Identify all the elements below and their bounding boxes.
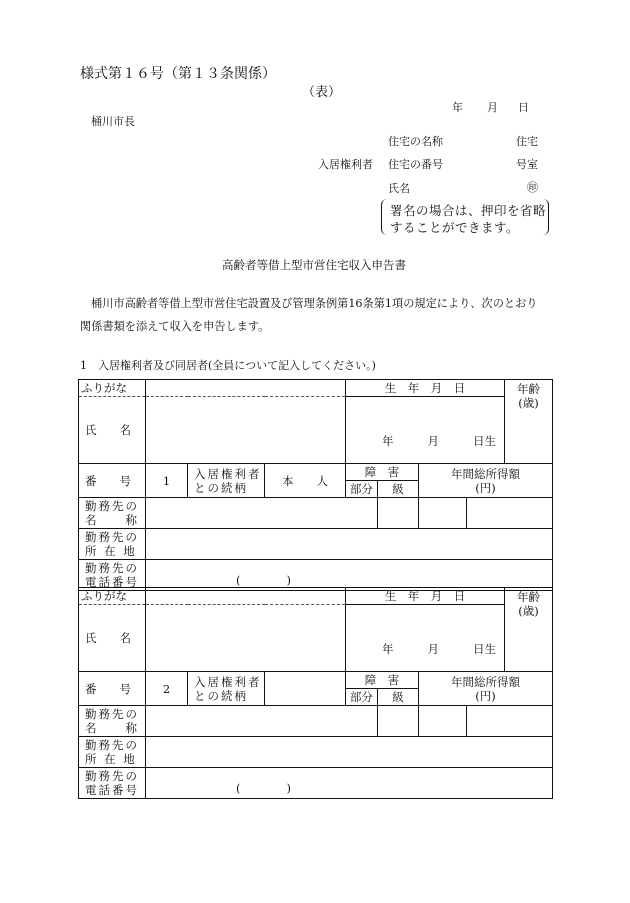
- employer-phone-field[interactable]: [146, 560, 553, 591]
- disability-grade-label: 級: [378, 689, 419, 706]
- furigana-field[interactable]: [146, 380, 346, 397]
- number-label: [79, 672, 146, 706]
- relation-value[interactable]: [265, 672, 346, 706]
- housing-number-label: 住宅の番号: [388, 158, 443, 171]
- housing-number-suffix: 号室: [516, 158, 538, 171]
- employer-address-field[interactable]: [146, 737, 553, 768]
- disability-header: 障 害: [346, 672, 419, 689]
- employer-address-label-1: 勤務先の: [85, 738, 139, 752]
- birth-date-header: 生 年 月 日: [346, 588, 505, 605]
- number-label: [79, 464, 146, 498]
- phone-parens: ( ): [236, 781, 291, 795]
- name-label: [79, 397, 146, 464]
- birth-date-header: 生 年 月 日: [346, 380, 505, 397]
- birth-date-field[interactable]: [346, 397, 505, 464]
- disability-header: 障 害: [346, 464, 419, 481]
- furigana-label: ふりがな: [79, 380, 146, 397]
- addressee: 桶川市長: [91, 115, 135, 128]
- income-header: [419, 464, 553, 498]
- employer-phone-label: [79, 768, 146, 799]
- employer-phone-label-1: 勤務先の: [85, 561, 139, 575]
- housing-name-suffix: 住宅: [516, 135, 538, 148]
- date-day: 日: [518, 101, 529, 114]
- relation-label: [188, 672, 265, 706]
- number-label-2: 号: [119, 473, 131, 488]
- date-year: 年: [452, 101, 463, 114]
- birth-month: 月: [427, 642, 440, 656]
- furigana-field[interactable]: [146, 588, 346, 605]
- form-number: 様式第１６号（第１３条関係）: [80, 66, 276, 82]
- relation-label-1: 入居権利者: [194, 466, 262, 481]
- number-label-1: 番: [85, 473, 97, 488]
- person-number: 2: [146, 672, 188, 706]
- employer-name-label-1: 勤務先の: [85, 707, 139, 721]
- employer-name-label: [79, 706, 146, 737]
- age-header: [505, 588, 553, 672]
- signature-note: [381, 199, 549, 235]
- seal-mark: ㊞: [527, 181, 538, 194]
- number-label-1: 番: [85, 681, 97, 696]
- body-line-1: 桶川市高齢者等借上型市営住宅設置及び管理条例第16条第1項の規定により、次のとおり: [91, 297, 538, 310]
- relation-label-1: 入居権利者: [194, 674, 262, 689]
- furigana-label: ふりがな: [79, 588, 146, 605]
- person-table-2: [78, 587, 553, 799]
- name-field[interactable]: [146, 605, 346, 672]
- number-label-2: 号: [119, 681, 131, 696]
- name-label-1: 氏: [85, 423, 97, 437]
- income-header: [419, 672, 553, 706]
- disability-grade-label: 級: [378, 481, 419, 498]
- income-unit: (円): [475, 688, 496, 703]
- section-1-heading: 1 入居権利者及び同居者(全員について記入してください。): [80, 359, 376, 372]
- form-side: （表）: [302, 85, 342, 100]
- age-label: 年齢: [517, 382, 541, 396]
- employer-address-label-2: 所 在 地: [85, 544, 137, 558]
- birth-year: 年: [382, 434, 394, 448]
- employer-phone-label-2: 電話番号: [85, 783, 139, 797]
- name-label: [79, 605, 146, 672]
- birth-date-field[interactable]: [346, 605, 505, 672]
- signature-note-line2: することができます。: [390, 220, 520, 235]
- body-line-2: 関係書類を添えて収入を申告します。: [80, 320, 270, 333]
- birth-year: 年: [382, 642, 394, 656]
- employer-name-label-1: 勤務先の: [85, 499, 139, 513]
- employer-address-label: [79, 529, 146, 560]
- disability-grade-field[interactable]: [419, 498, 467, 529]
- relation-value[interactable]: 本 人: [265, 464, 346, 498]
- employer-name-label: [79, 498, 146, 529]
- age-unit: (歳): [518, 396, 539, 410]
- age-label: 年齢: [517, 590, 541, 604]
- relation-label-2: との続柄: [194, 480, 248, 495]
- relation-label-2: との続柄: [194, 688, 248, 703]
- income-label: 年間総所得額: [451, 466, 521, 481]
- person-number: 1: [146, 464, 188, 498]
- birth-month: 月: [427, 434, 440, 448]
- disability-part-label: 部分: [346, 481, 378, 498]
- birth-day: 日生: [473, 434, 497, 448]
- name-label-2: 名: [119, 631, 131, 645]
- income-unit: (円): [475, 480, 496, 495]
- applicant-group-label: 入居権利者: [318, 158, 373, 171]
- employer-phone-label-1: 勤務先の: [85, 769, 139, 783]
- signature-note-line1: 署名の場合は、押印を省略: [390, 203, 547, 218]
- employer-name-label-2: 名 称: [85, 721, 139, 735]
- disability-part-label: 部分: [346, 689, 378, 706]
- age-unit: (歳): [518, 604, 539, 618]
- employer-address-field[interactable]: [146, 529, 553, 560]
- birth-day: 日生: [473, 642, 497, 656]
- applicant-name-label: 氏名: [388, 182, 410, 195]
- income-field[interactable]: [467, 706, 553, 737]
- employer-phone-field[interactable]: [146, 768, 553, 799]
- document-title: 高齢者等借上型市営住宅収入申告書: [222, 258, 406, 272]
- employer-name-field[interactable]: [146, 706, 378, 737]
- person-table-1: [78, 379, 553, 591]
- name-label-1: 氏: [85, 631, 97, 645]
- employer-address-label-2: 所 在 地: [85, 752, 137, 766]
- employer-address-label: [79, 737, 146, 768]
- employer-phone-label: [79, 560, 146, 591]
- name-label-2: 名: [119, 423, 131, 437]
- housing-name-label: 住宅の名称: [388, 135, 443, 148]
- income-label: 年間総所得額: [451, 674, 521, 689]
- disability-part-field[interactable]: [378, 706, 419, 737]
- phone-parens: ( ): [236, 573, 291, 587]
- name-field[interactable]: [146, 397, 346, 464]
- employer-name-label-2: 名 称: [85, 513, 139, 527]
- relation-label: [188, 464, 265, 498]
- date-month: 月: [487, 101, 498, 114]
- disability-grade-field[interactable]: [419, 706, 467, 737]
- age-header: [505, 380, 553, 464]
- disability-part-field[interactable]: [378, 498, 419, 529]
- income-field[interactable]: [467, 498, 553, 529]
- employer-name-field[interactable]: [146, 498, 378, 529]
- employer-phone-label-2: 電話番号: [85, 575, 139, 589]
- employer-address-label-1: 勤務先の: [85, 530, 139, 544]
